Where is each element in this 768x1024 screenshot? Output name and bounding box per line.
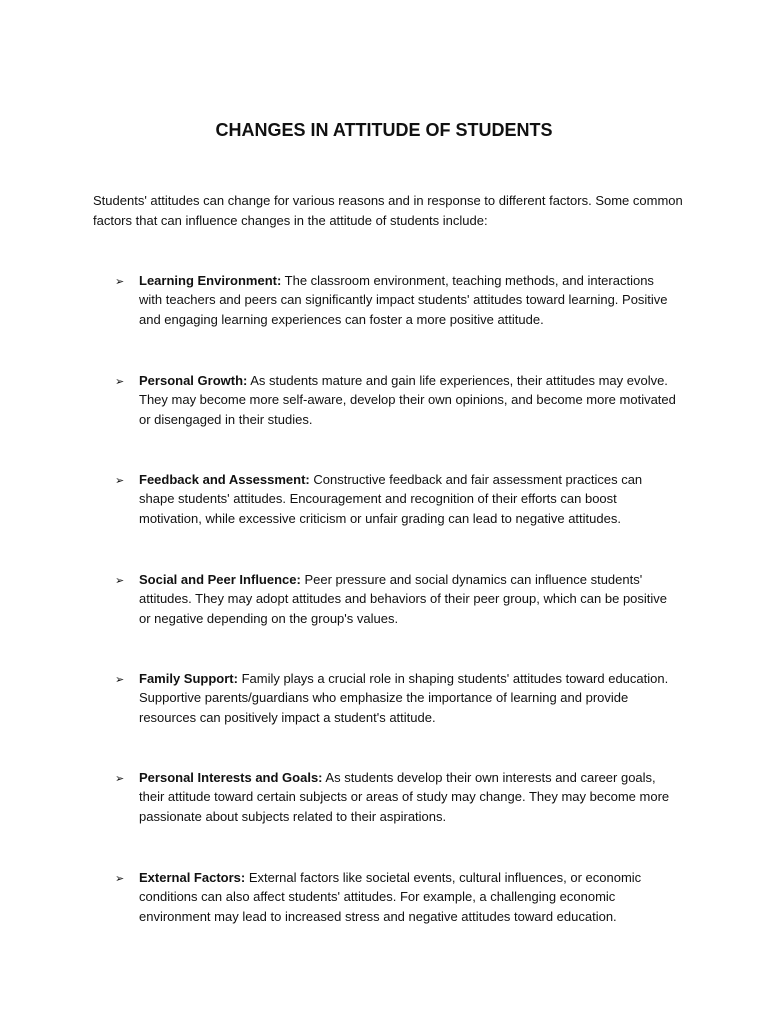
list-item-body: Constructive feedback and fair assessment practices can shape students' attitudes. Encouragement and recognition of their efforts can boost motivation, while excessive criticism or unfair grading can lead to negative attitudes. xyxy=(139,472,643,526)
arrow-bullet-icon: ➢ xyxy=(115,375,125,388)
list-item-body: As students develop their own interests and career goals, their attitude toward certain subjects or areas of study may change. They may become more passionate about subjects related to their aspirations. xyxy=(139,770,670,824)
arrow-bullet-icon: ➢ xyxy=(115,673,125,686)
list-item-body: The classroom environment, teaching methods, and interactions with teachers and peers can significantly impact students' attitudes toward learning. Positive and engaging learning experiences can foster a more positive attitude. xyxy=(139,273,668,327)
list-item-text xyxy=(139,570,679,628)
list-item-heading: External Factors: xyxy=(139,870,246,885)
list-item-text xyxy=(139,271,679,329)
list-item-text xyxy=(139,768,679,826)
list-item-heading: Family Support: xyxy=(139,671,238,686)
intro-paragraph: Students' attitudes can change for various reasons and in response to different factors. Some common factors that can influence changes in the attitude of students include: xyxy=(93,193,683,228)
list-item-text xyxy=(139,868,679,926)
page-title: CHANGES IN ATTITUDE OF STUDENTS xyxy=(215,120,553,140)
arrow-bullet-icon: ➢ xyxy=(115,872,125,885)
arrow-bullet-icon: ➢ xyxy=(115,772,125,785)
list-item-heading: Feedback and Assessment: xyxy=(139,472,310,487)
list-item-body: External factors like societal events, cultural influences, or economic conditions can also affect students' attitudes. For example, a challenging economic environment may lead to increased stress and negative attitudes toward education. xyxy=(139,870,642,924)
list-item-heading: Social and Peer Influence: xyxy=(139,572,301,587)
list-item-body: Family plays a crucial role in shaping students' attitudes toward education. Supportive parents/guardians who emphasize the importance of learning and provide resources can positively impact a student's attitude. xyxy=(139,671,669,725)
arrow-bullet-icon: ➢ xyxy=(115,275,125,288)
list-item-text xyxy=(139,371,679,429)
list-item-heading: Personal Growth: xyxy=(139,373,248,388)
list-item-text xyxy=(139,470,679,528)
arrow-bullet-icon: ➢ xyxy=(115,574,125,587)
list-item-heading: Learning Environment: xyxy=(139,273,282,288)
list-item-body: Peer pressure and social dynamics can influence students' attitudes. They may adopt attitudes and behaviors of their peer group, which can be positive or negative depending on the group's values. xyxy=(139,572,668,626)
list-item-text xyxy=(139,669,679,727)
arrow-bullet-icon: ➢ xyxy=(115,474,125,487)
list-item-body: As students mature and gain life experiences, their attitudes may evolve. They may become more self-aware, develop their own opinions, and become more motivated or disengaged in their studies. xyxy=(139,373,676,427)
list-item-heading: Personal Interests and Goals: xyxy=(139,770,323,785)
